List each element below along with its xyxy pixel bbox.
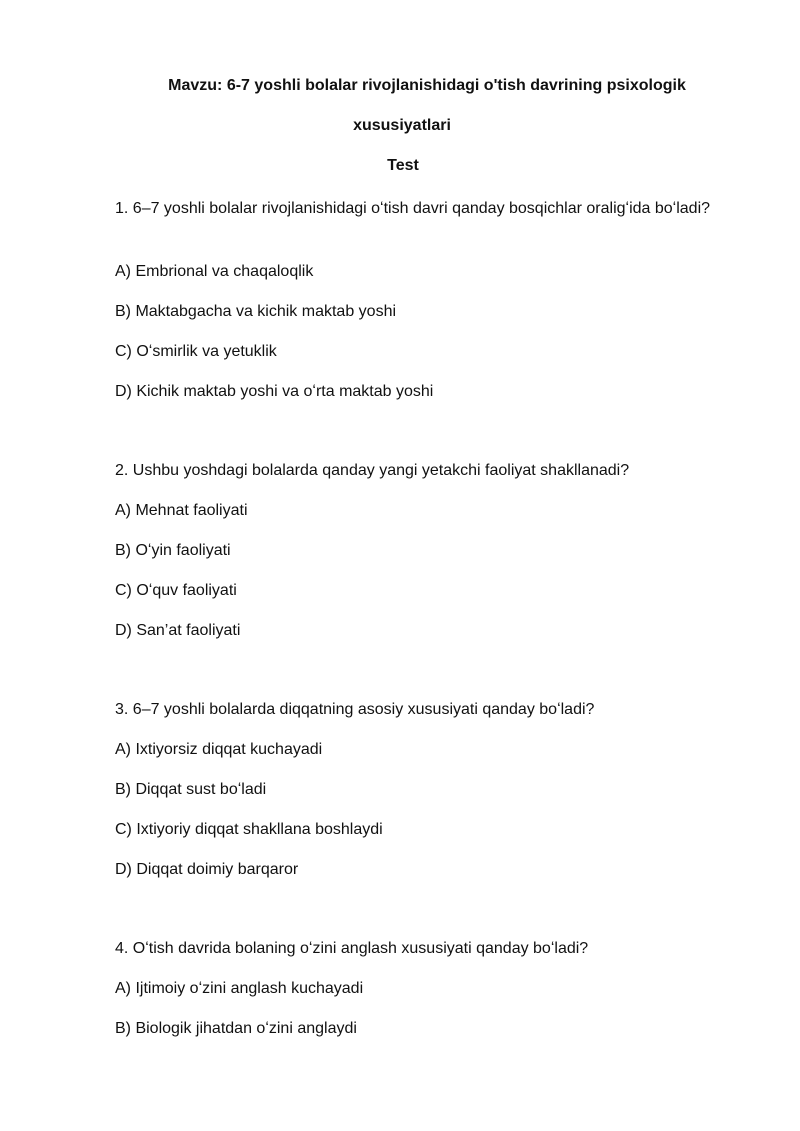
test-heading: Test bbox=[387, 157, 419, 174]
question-1-option-a: A) Embrional va chaqaloqlik bbox=[115, 263, 314, 280]
question-4-option-b: B) Biologik jihatdan oʻzini anglaydi bbox=[115, 1020, 357, 1037]
question-2-option-a: A) Mehnat faoliyati bbox=[115, 502, 248, 519]
document-title-line-1: Mavzu: 6-7 yoshli bolalar rivojlanishidagi o'tish davrining psixologik bbox=[168, 77, 686, 94]
question-2-option-c: C) Oʻquv faoliyati bbox=[115, 582, 237, 599]
question-4-text: 4. Oʻtish davrida bolaning oʻzini anglash xususiyati qanday boʻladi? bbox=[115, 940, 589, 957]
document-title-line-2: xususiyatlari bbox=[353, 117, 451, 134]
question-3-option-b: B) Diqqat sust boʻladi bbox=[115, 781, 267, 798]
question-2-text: 2. Ushbu yoshdagi bolalarda qanday yangi yetakchi faoliyat shakllanadi? bbox=[115, 462, 630, 479]
question-3-text: 3. 6–7 yoshli bolalarda diqqatning asosiy xususiyati qanday boʻladi? bbox=[115, 701, 595, 718]
question-3-option-c: C) Ixtiyoriy diqqat shakllana boshlaydi bbox=[115, 821, 383, 838]
question-2-option-d: D) San’at faoliyati bbox=[115, 622, 241, 639]
question-1-option-d: D) Kichik maktab yoshi va oʻrta maktab yoshi bbox=[115, 383, 434, 400]
question-1-option-b: B) Maktabgacha va kichik maktab yoshi bbox=[115, 303, 397, 320]
question-3-option-a: A) Ixtiyorsiz diqqat kuchayadi bbox=[115, 741, 323, 758]
question-1-option-c: C) Oʻsmirlik va yetuklik bbox=[115, 343, 277, 360]
question-1-text: 1. 6–7 yoshli bolalar rivojlanishidagi oʻtish davri qanday bosqichlar oraligʻida boʻladi? bbox=[115, 200, 711, 217]
question-3-option-d: D) Diqqat doimiy barqaror bbox=[115, 861, 299, 878]
question-2-option-b: B) Oʻyin faoliyati bbox=[115, 542, 231, 559]
question-4-option-a: A) Ijtimoiy oʻzini anglash kuchayadi bbox=[115, 980, 364, 997]
